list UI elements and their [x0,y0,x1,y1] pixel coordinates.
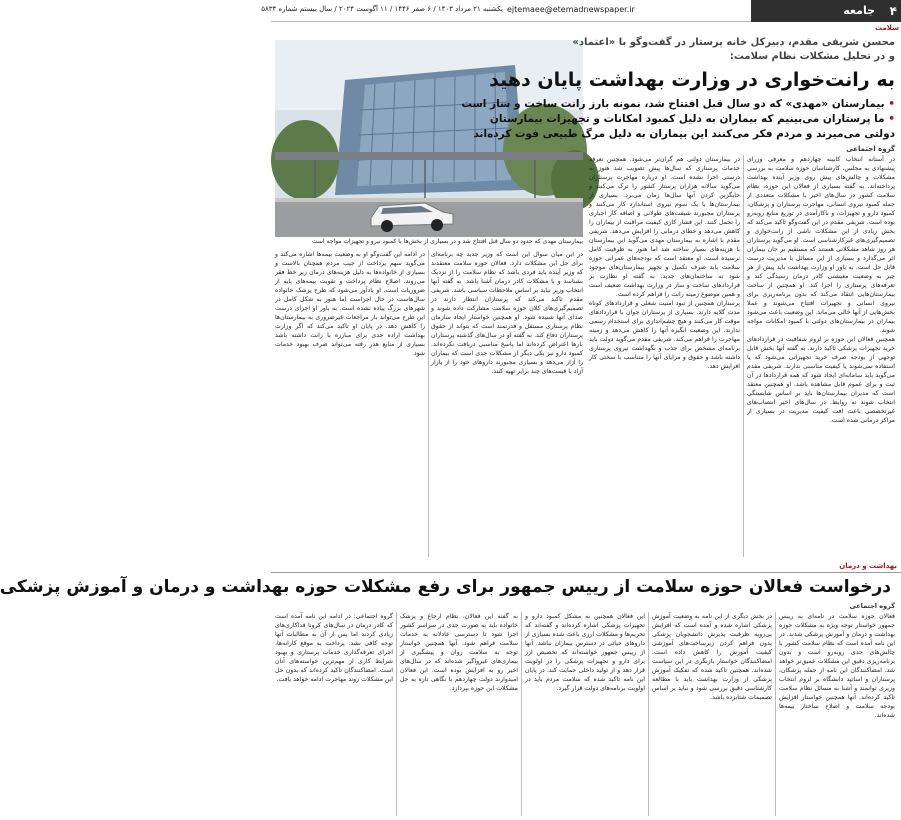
section2-tag: بهداشت و درمان [839,562,897,570]
article2-column-5 [275,612,393,816]
article2-column-2 [652,612,772,816]
section-kicker [271,24,901,34]
column-text: در بیمارستان دولتی هم گران‌تر می‌شود. همچنین تعرفه خدمات پرستاری که سال‌ها پیش تصویب شد هنوز به درستی اجرا نشده است. او درباره مهاجرت پرستاران می‌گوید سالانه هزاران پرستار کشور را ترک می‌کنند و جایگزین کردن آنها سال‌ها زمان می‌برد. بسیاری از بیمارستان‌ها با یک سوم نیروی استاندارد کار می‌کنند و پرستاران مجبورند شیفت‌های طولانی و اضافه کار اجباری را تحمل کنند. این فشار کاری کیفیت مراقبت از بیماران را کاهش می‌دهد و خطای درمانی را افزایش می‌دهد. شریفی مقدم با اشاره به بیمارستان مهدی می‌گوید این بیمارستان با هزینه‌های بسیار ساخته شد اما هنوز به ظرفیت کامل نرسیده است. او معتقد است که بودجه‌های عمرانی حوزه سلامت باید صرف تکمیل و تجهیز بیمارستان‌های موجود شود نه ساختمان‌های جدید. به گفته او نظارت بر قراردادهای ساخت و ساز در وزارت بهداشت ضعیف است و همین موضوع زمینه رانت را فراهم کرده است. [589,156,740,298]
column-divider [396,612,397,816]
column-divider [743,155,744,557]
section-name: جامعه [843,4,875,17]
bullet-3-text: دولتی می‌میرند و مردم فکر می‌کنند این بیماران به دلیل مرگ طبیعی فوت کرده‌اند [473,128,895,140]
column-divider [775,612,776,816]
column-divider [648,612,649,816]
column-divider [428,250,429,557]
article-title[interactable]: به رانت‌خواری در وزارت بهداشت پایان دهید [489,69,895,91]
column-text: در بخش دیگری از این نامه به وضعیت آموزش پزشکی اشاره شده و آمده است که افزایش بی‌رویه ظرفیت پذیرش دانشجویان پزشکی بدون فراهم کردن زیرساخت‌های آموزشی کیفیت آموزش را کاهش داده است. امضاکنندگان خواستار بازنگری در این سیاست شده‌اند. همچنین تاکید شده که تفکیک آموزش پزشکی از وزارت بهداشت باید با مطالعه کارشناسی دقیق بررسی شود و نباید بر اساس تصمیمات شتابزده باشد. [652,613,772,701]
column-text: در آستانه انتخاب کابینه چهاردهم و معرفی وزرای پیشنهادی به مجلس، کارشناسان حوزه سلامت به بررسی مشکلات و چالش‌های پیش روی وزیر آینده بهداشت پرداخته‌اند. به گفته بسیاری از فعالان این حوزه، نظام سلامت کشور در سال‌های اخیر با مشکلات متعددی از جمله کمبود نیروی انسانی، مهاجرت پرستاران و پزشکان، کمبود دارو و تجهیزات، و ناکارآمدی در توزیع منابع روبه‌رو بوده است. شریفی مقدم در این گفت‌وگو تاکید می‌کند که بخش زیادی از این مشکلات ناشی از رانت‌خواری و تصمیم‌گیری‌های غیرکارشناسی است. او می‌گوید پرستاران هر روز شاهد مشکلاتی هستند که مستقیم بر جان بیماران اثر می‌گذارد و بسیاری از این مسائل با مدیریت درست قابل حل است. به باور او وزارت بهداشت باید پیش از هر چیز به وضعیت معیشتی کادر درمان رسیدگی کند و تعرفه‌های پرستاری را اجرا کند. او همچنین از ساخت بیمارستان‌هایی انتقاد می‌کند که بدون برنامه‌ریزی برای نیروی انسانی و تجهیزات افتتاح می‌شوند و عملا بخش‌هایی از آنها خالی می‌ماند. این وضعیت باعث می‌شود بیماران در بیمارستان‌های دولتی با کمبود امکانات مواجه شوند. [747,156,895,334]
column-text-cont: پرستاران همچنین از نبود امنیت شغلی و قراردادهای کوتاه مدت گلایه دارند. بسیاری از پرستاران جوان با قراردادهای موقت کار می‌کنند و هیچ چشم‌اندازی برای استخدام رسمی ندارند. این وضعیت انگیزه آنها را کاهش می‌دهد و زمینه مهاجرت را فراهم می‌کند. شریفی مقدم می‌گوید دولت باید برنامه‌ای مشخص برای جذب و نگهداشت نیروی پرستاری داشته باشد و حقوق و مزایای آنها را متناسب با سختی کار افزایش دهد. [589,300,740,370]
dateline: یکشنبه ۲۱ مرداد ۱۴۰۳ / ۶ صفر ۱۴۴۶ / ۱۱ آگوست ۲۰۲۴ / سال بیستم شماره ۵۸۳۴ [261,5,503,13]
bullet-1-text: بیمارستان «مهدی» که دو سال قبل افتتاح شد، نمونه بارز رانت ساخت و ساز است [461,98,885,110]
bullet-1 [461,97,895,112]
article2-column-3 [525,612,645,816]
article-column-3 [431,250,583,557]
article-column-1 [747,155,895,557]
bullet-marker: • [884,98,895,110]
article-column-2 [589,155,740,557]
page-number: ۴ [889,4,897,18]
bullet-marker: • [884,113,895,125]
column-text: فعالان حوزه سلامت در نامه‌ای به رییس جمهور خواستار توجه ویژه به مشکلات حوزه بهداشت و درمان و آموزش پزشکی شدند. در این نامه آمده است که نظام سلامت کشور با چالش‌های جدی روبه‌رو است و بدون برنامه‌ریزی دقیق این مشکلات عمیق‌تر خواهد شد. امضاکنندگان این نامه از جمله پزشکان، پرستاران و اساتید دانشگاه بر لزوم انتخاب وزیری توانمند و آشنا به مسائل نظام سلامت تاکید کرده‌اند. آنها همچنین خواستار افزایش بودجه سلامت و اصلاح ساختار بیمه‌ها شده‌اند. [779,613,895,719]
article-bullets [461,97,895,142]
pre-title-1: محسن شریفی مقدم، دبیرکل خانه پرستار در گفت‌وگو با «اعتماد» [572,37,895,48]
section-tag: سلامت [875,24,899,32]
article2-column-4 [400,612,518,816]
article-byline: گروه اجتماعی [846,145,895,153]
bullet-3 [473,127,895,142]
column-text: به گفته این فعالان، نظام ارجاع و پزشک خانواده باید به صورت جدی در سراسر کشور اجرا شود تا دسترسی عادلانه به خدمات سلامت فراهم شود. آنها همچنین خواستار توجه به سلامت روان و پیشگیری از بیماری‌های غیرواگیر شده‌اند که در سال‌های اخیر رو به افزایش بوده است. این فعالان امیدوارند دولت چهاردهم با نگاهی تازه به حل مشکلات این حوزه بپردازد. [400,613,518,692]
column-text: این فعالان همچنین به مشکل کمبود دارو و تجهیزات پزشکی اشاره کرده‌اند و گفته‌اند که تحریم‌ها و مشکلات ارزی باعث شده بسیاری از داروهای حیاتی در دسترس بیماران نباشد. آنها از رییس جمهور خواسته‌اند که تخصیص ارز برای دارو و تجهیزات پزشکی را در اولویت قرار دهد و از تولید داخلی حمایت کند. در پایان این نامه تاکید شده که سلامت مردم باید در اولویت برنامه‌های دولت قرار گیرد. [525,613,645,692]
page-header [261,0,901,22]
article2-column-1 [779,612,895,816]
section-divider [271,572,901,573]
section-tab[interactable] [751,0,901,22]
photo-caption: بیمارستان مهدی که حدود دو سال قبل افتتاح شد و در بسیاری از بخش‌ها با کمبود نیرو و تجهیزات مواجه است [312,238,583,245]
column-text: در ادامه این گفت‌وگو او به وضعیت بیمه‌ها اشاره می‌کند و می‌گوید سهم پرداخت از جیب مردم همچنان بالاست و بسیاری از خانواده‌ها به دلیل هزینه‌های درمان زیر خط فقر می‌روند. اصلاح نظام پرداخت و تقویت بیمه‌های پایه از ضروریات است. او یادآور می‌شود که طرح پزشک خانواده سال‌هاست در حال اجراست اما هنوز به شکل کامل در شهرهای بزرگ پیاده نشده است. به باور او اجرای درست این طرح می‌تواند بار مراجعات غیرضروری به بیمارستان‌ها را کاهش دهد. در پایان او تاکید می‌کند که اگر وزارت بهداشت اراده جدی برای مبارزه با رانت داشته باشد بسیاری از منابع هدر رفته می‌تواند صرف بهبود خدمات شود. [275,251,425,357]
article2-byline: گروه اجتماعی [849,602,895,610]
column-text: گروه اجتماعی: در ادامه این نامه آمده است که کادر درمان در سال‌های کرونا فداکاری‌های زیادی کردند اما پس از آن به مطالبات آنها توجه کافی نشد. پرداخت به موقع کارانه‌ها، اجرای تعرفه‌گذاری خدمات پرستاری و بهبود شرایط کاری از مهم‌ترین خواسته‌های آنان است. امضاکنندگان تاکید کرده‌اند که بدون حل این مشکلات روند مهاجرت ادامه خواهد یافت. [275,613,393,683]
article-column-4 [275,250,425,557]
bullet-2-text: ما پرستاران می‌بینیم که بیماران به دلیل کمبود امکانات و تجهیزات بیمارستان [489,113,885,125]
bullet-2 [489,112,895,127]
column-text: در این میان سوال این است که وزیر جدید چه برنامه‌ای برای حل این مشکلات دارد. فعالان حوزه سلامت معتقدند که وزیر آینده باید فردی باشد که نظام سلامت را از نزدیک بشناسد و با مشکلات کادر درمان آشنا باشد. به گفته آنها انتخاب وزیر نباید بر اساس ملاحظات سیاسی باشد. شریفی مقدم تاکید می‌کند که پرستاران انتظار دارند در تصمیم‌گیری‌های کلان حوزه سلامت مشارکت داده شوند و صدای آنها شنیده شود. او همچنین خواستار ایجاد سازمان نظام پرستاری مستقل و قدرتمند است که بتواند از حقوق پرستاران دفاع کند. به گفته او در سال‌های گذشته پرستاران بارها اعتراض کرده‌اند اما پاسخ مناسبی دریافت نکرده‌اند. کمبود دارو نیز یکی دیگر از مشکلات جدی است که بیماران را آزار می‌دهد و بسیاری مجبورند داروهای خود را از بازار آزاد با قیمت‌های چند برابر تهیه کنند. [431,251,583,375]
pre-title-2: و در تحلیل مشکلات نظام سلامت: [729,51,895,62]
section-email[interactable]: ejtemaee@etemadnewspaper.ir [507,5,635,14]
article-headline-block [461,36,895,142]
section2-kicker [271,561,901,573]
column-divider [521,612,522,816]
article2-title[interactable]: درخواست فعالان حوزه سلامت از رییس جمهور برای رفع مشکلات حوزه بهداشت و درمان و آموزش پزشکی [0,577,891,597]
column-text-cont: همچنین فعالان این حوزه بر لزوم شفافیت در قراردادهای خرید تجهیزات پزشکی تاکید دارند. به گفته آنها بخش قابل توجهی از بودجه صرف خرید تجهیزاتی می‌شود که یا استفاده نمی‌شوند یا کیفیت مناسبی ندارند. شریفی مقدم می‌گوید باید سامانه‌ای ایجاد شود که همه قراردادها در آن ثبت و برای عموم قابل مشاهده باشد. او همچنین معتقد است که مدیران بیمارستان‌ها باید بر اساس شایستگی انتخاب شوند نه روابط. در سال‌های اخیر انتصاب‌های غیرتخصصی باعث افت کیفیت مدیریت در بسیاری از مراکز درمانی شده است. [747,336,895,424]
